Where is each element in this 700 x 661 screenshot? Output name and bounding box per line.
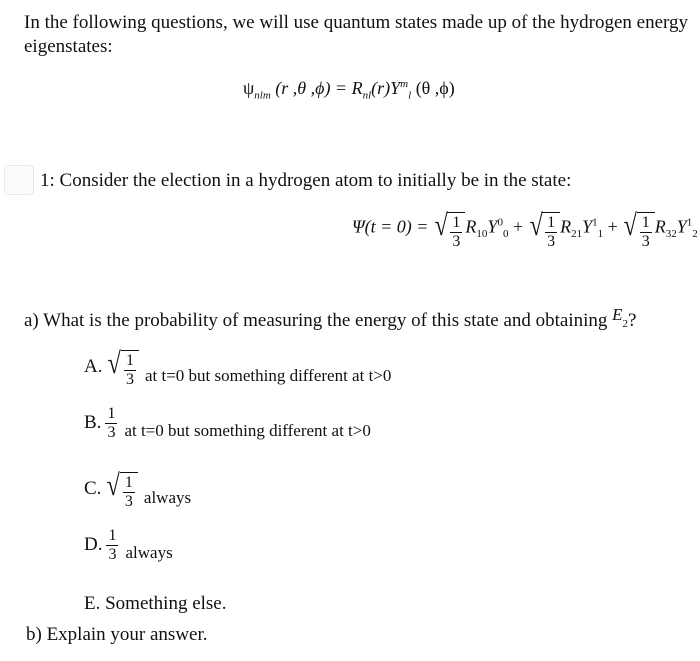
coef-sqrt-1: √ $\frac{1}{3}$ — [433, 206, 465, 251]
option-b[interactable]: B. $\frac{1}{3}$ at t=0 but something different at t>0 — [84, 404, 371, 441]
intro-line-2: eigenstates: — [24, 36, 113, 57]
option-d-fraction: $\frac{1}{3}$ — [108, 526, 117, 563]
psi-symbol: ψ — [243, 78, 255, 98]
option-a-sqrt: √ $\frac{1}{3}$ — [106, 344, 138, 389]
state-lhs: Ψ(t = 0) = — [352, 216, 429, 237]
option-e[interactable]: E. Something else. — [84, 593, 227, 614]
rhs-args: (θ ,ϕ) — [415, 78, 455, 98]
option-b-fraction: $\frac{1}{3}$ — [107, 404, 116, 441]
eigenstate-equation: $\psi_{nlm}$ (r ,θ $,\phi) = R_{nl}(r)Y^m_l$ (θ ,ϕ) — [243, 78, 455, 102]
option-a[interactable]: A. √ $\frac{1}{3}$ at t=0 but something different at t>0 — [84, 344, 391, 389]
part-b-prompt: b) Explain your answer. — [26, 624, 208, 645]
part-a-prompt: a) What is the probability of measuring the energy of this state and obtaining $E_2$? — [24, 305, 637, 331]
coef-sqrt-3: √ $\frac{1}{3}$ — [622, 206, 654, 251]
coef-sqrt-2: √ $\frac{1}{3}$ — [528, 206, 560, 251]
lhs-args: (r ,θ ,ϕ) = — [275, 78, 348, 98]
option-d[interactable]: D. $\frac{1}{3}$ always — [84, 526, 173, 563]
question-marker — [4, 165, 34, 195]
question-1-title: 1: Consider the election in a hydrogen atom to initially be in the state: — [40, 170, 572, 191]
radial-function: R — [351, 78, 363, 98]
option-c[interactable]: C. √ $\frac{1}{3}$ always — [84, 466, 191, 511]
initial-state-equation: Ψ(t = 0) = √ $\frac{1}{3}$ $R_{10}Y^0_0$ + √ $\frac{1}{3}$ $R_{21}Y^1_1$ + √ $\frac{1}{3}$ $R_{32}Y^1_2$ — [352, 206, 698, 251]
spherical-harmonic: Y — [390, 78, 401, 98]
intro-line-1: In the following questions, we will use quantum states made up of the hydrogen energy — [24, 12, 688, 33]
energy-symbol: E — [612, 305, 623, 324]
option-c-sqrt: √ $\frac{1}{3}$ — [105, 466, 137, 511]
